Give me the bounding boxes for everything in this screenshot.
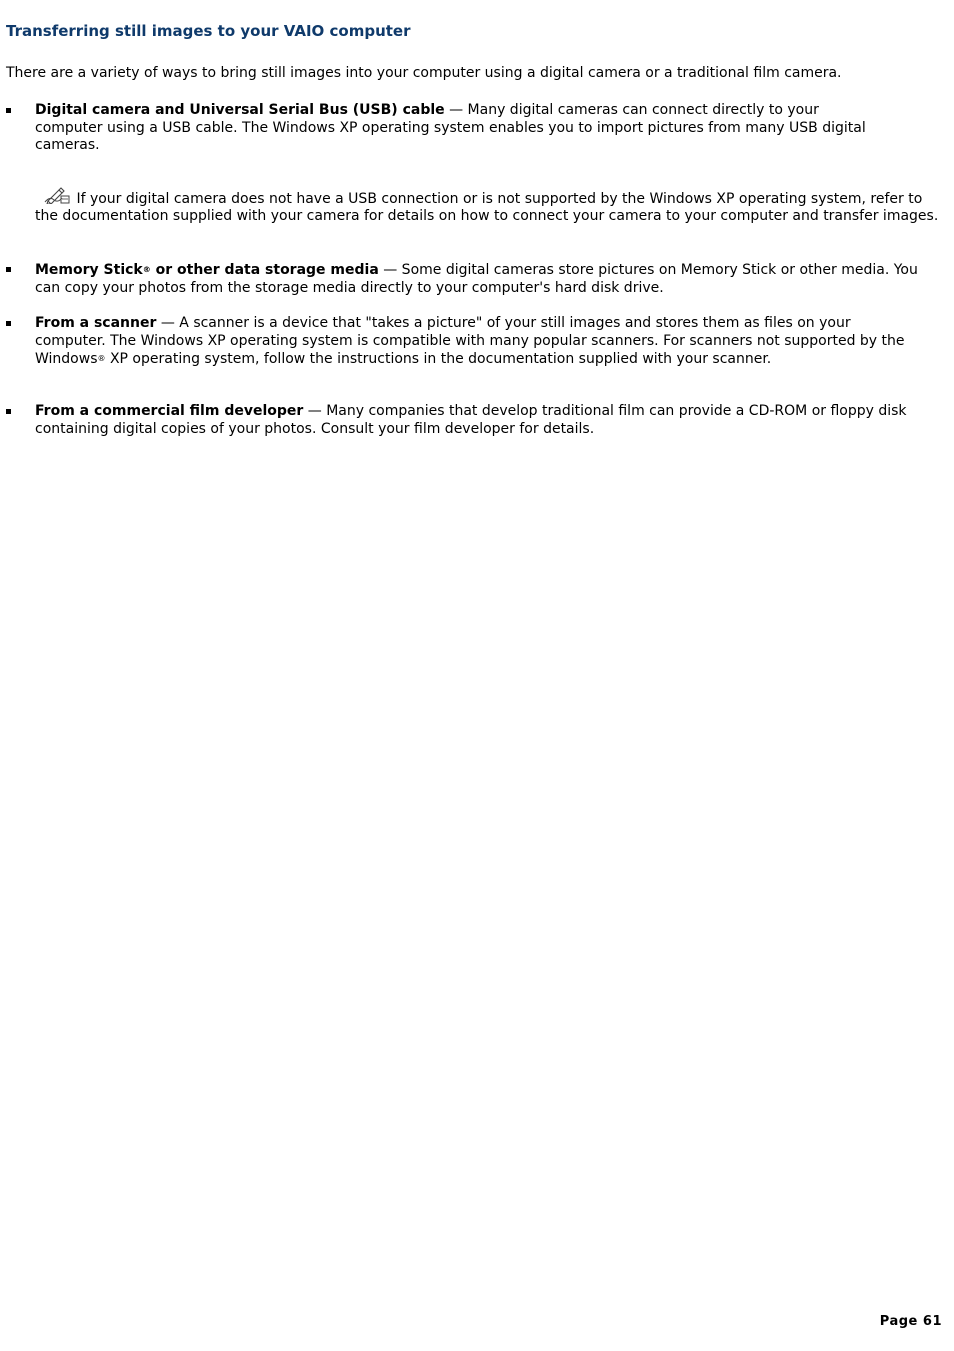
item-heading: From a commercial film developer: [35, 403, 304, 419]
bullet-marker: [6, 267, 11, 272]
intro-paragraph: There are a variety of ways to bring still images into your computer using a digital camera or a traditional film camera.: [6, 65, 842, 81]
list-item-scanner: [6, 315, 941, 369]
item-heading: Memory Stick: [35, 262, 143, 278]
item-body: — Many companies that develop traditional film can provide a CD-ROM or floppy disk containing digital copies of your photos. Consult your film developer for details.: [35, 403, 907, 437]
page-number: Page 61: [879, 1314, 942, 1329]
list-item-memory-stick: [6, 261, 941, 297]
item-body: — Some digital cameras store pictures on Memory Stick or other media. You can copy your photos from the storage media directly to your computer's hard disk drive.: [35, 262, 918, 296]
item-heading: Digital camera and Universal Serial Bus (USB) cable: [35, 102, 445, 118]
item-heading-cont: or other data storage media: [150, 262, 379, 278]
note-text: If your digital camera does not have a USB connection or is not supported by the Windows XP operating system, refer to the documentation supplied with your camera for details on how to connect your camera to your computer and transfer images.: [35, 191, 939, 224]
list-item-film-developer: [6, 403, 941, 438]
bullet-marker: [6, 409, 11, 414]
item-body: — Many digital cameras can connect directly to your computer using a USB cable. The Windows XP operating system enables you to import pictures from many USB digital cameras.: [35, 102, 866, 153]
registered-mark: ®: [97, 354, 106, 363]
registered-mark: ®: [142, 265, 151, 274]
note-block: [35, 186, 941, 224]
bullet-marker: [6, 321, 11, 326]
bullet-marker: [6, 108, 11, 113]
item-body-cont: XP operating system, follow the instructions in the documentation supplied with your scanner.: [105, 351, 772, 367]
list-item-usb-camera: [6, 102, 941, 155]
note-pencil-icon: [44, 186, 70, 204]
item-body: — A scanner is a device that "takes a picture" of your still images and stores them as files on your computer. The Windows XP operating system is compatible with many popular scanners. For scanners not supported by the Windows: [35, 315, 905, 367]
item-heading: From a scanner: [35, 315, 157, 331]
page-title: Transferring still images to your VAIO computer: [6, 22, 411, 40]
